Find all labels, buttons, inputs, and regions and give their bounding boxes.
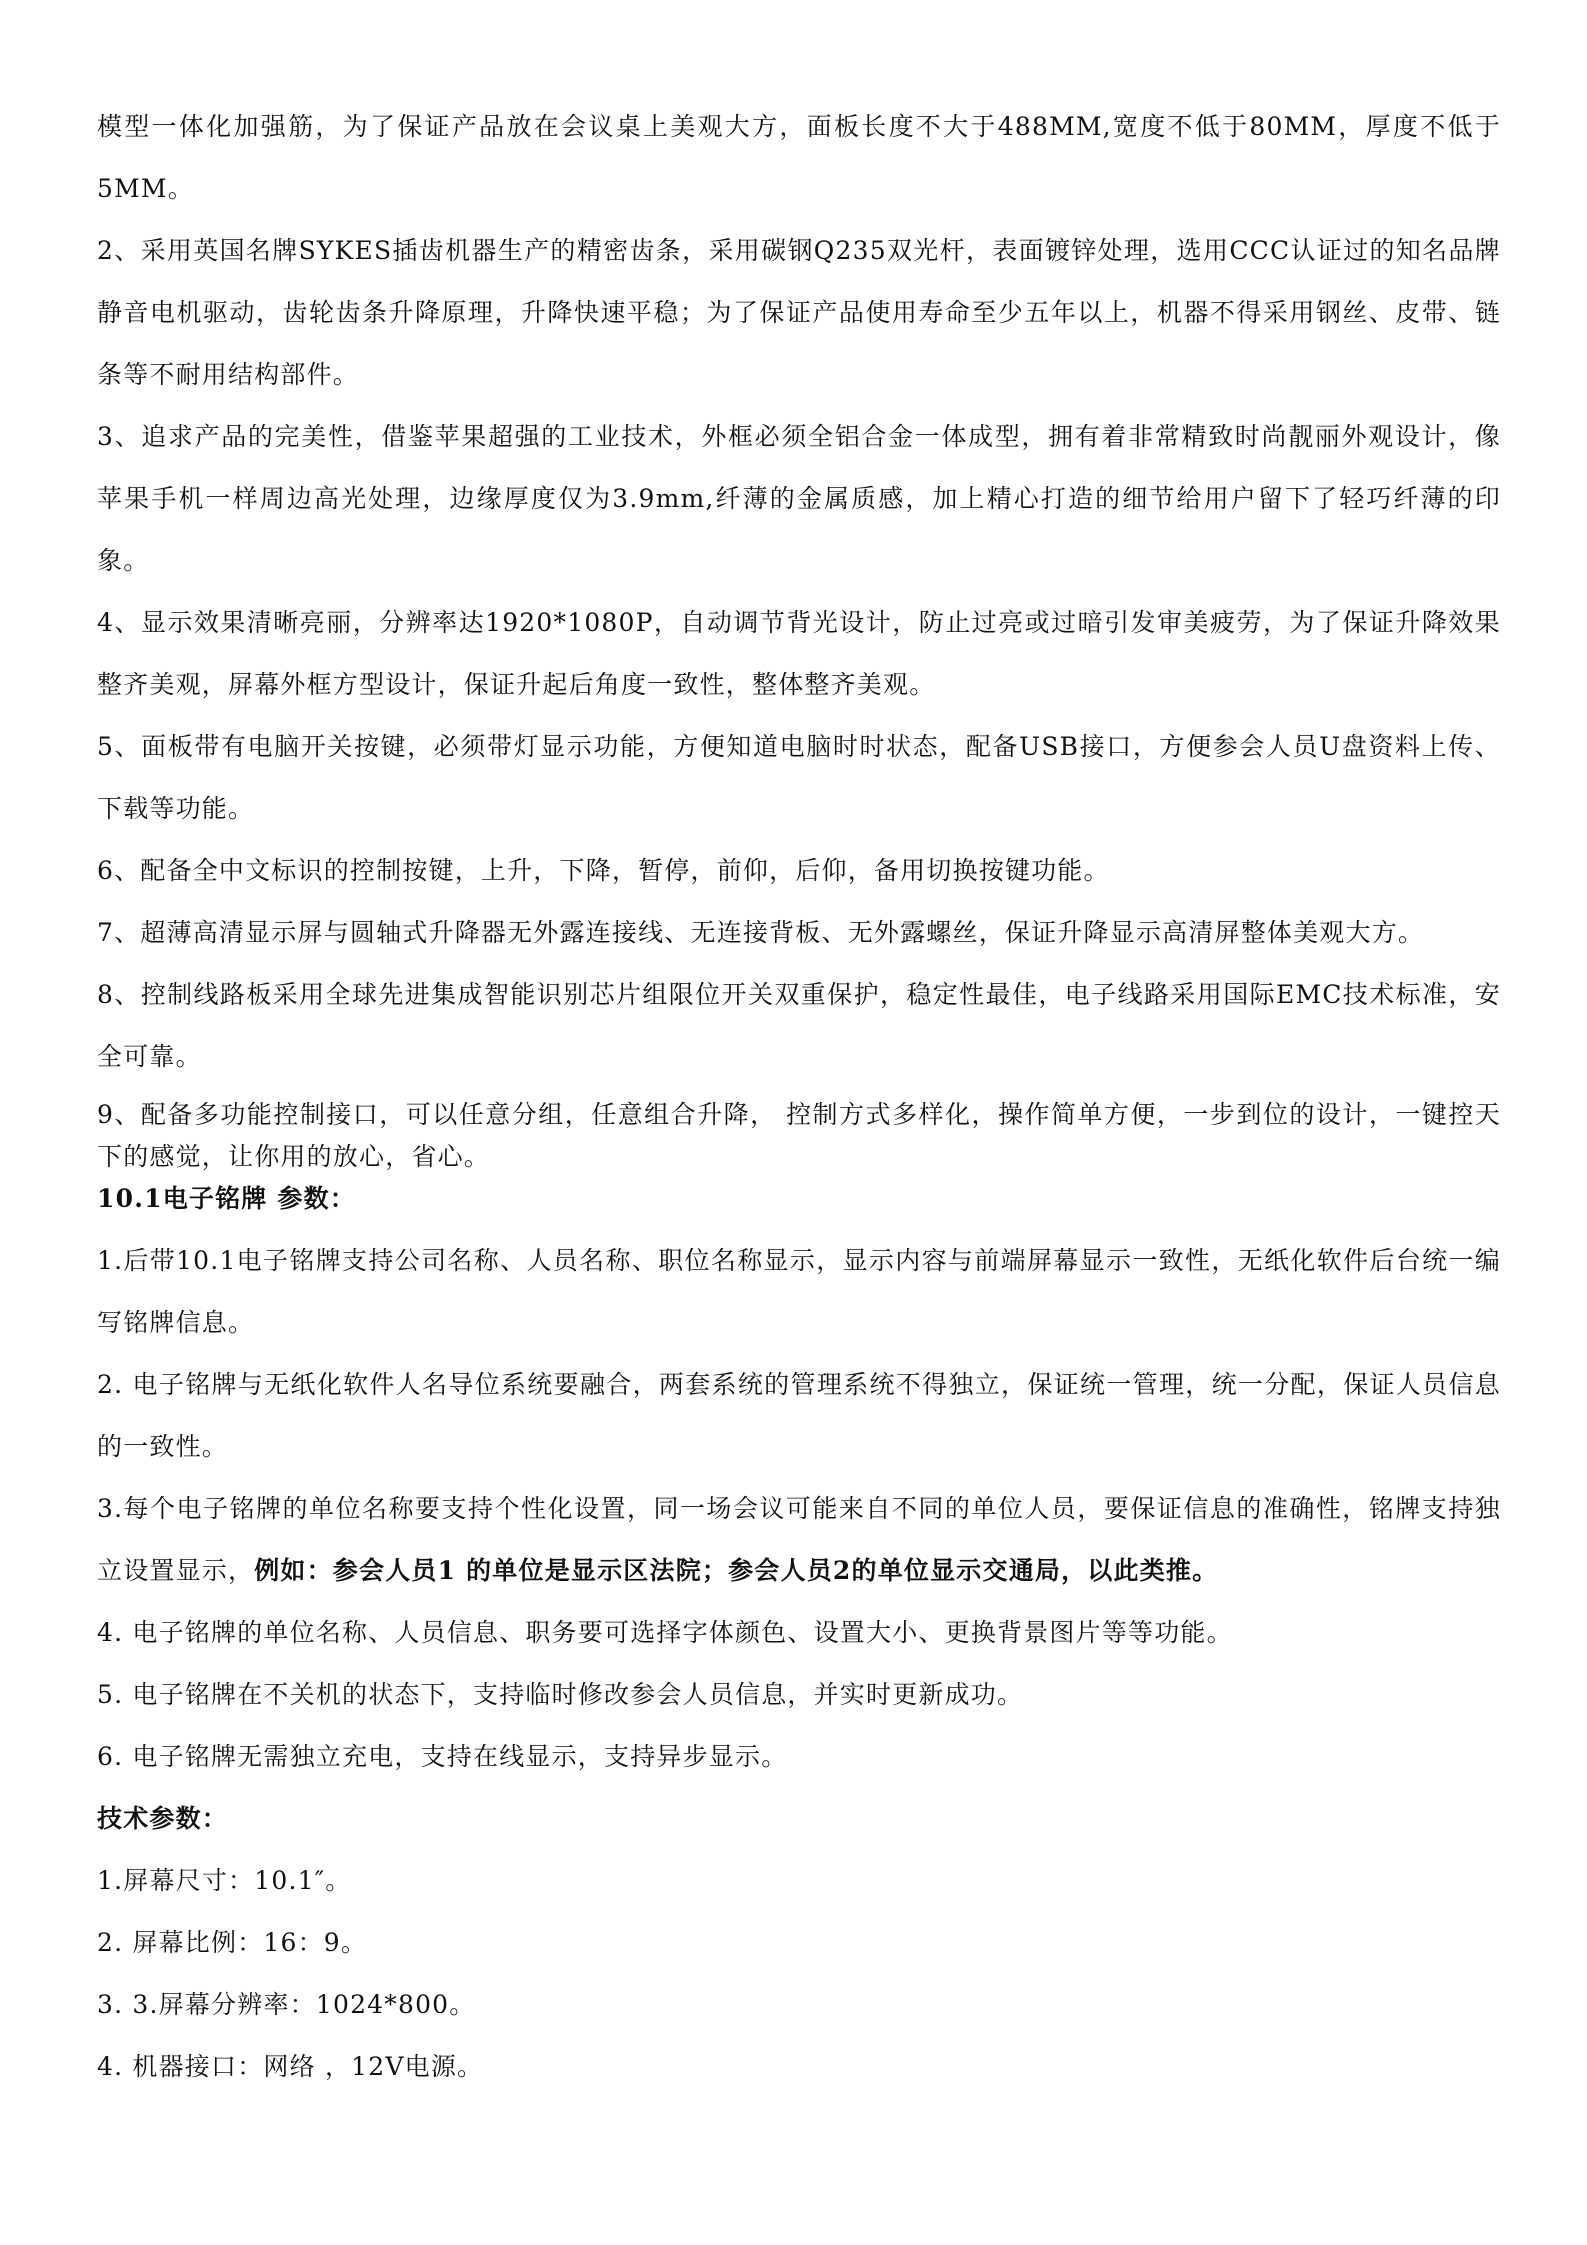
lift-item-5: 5、面板带有电脑开关按键，必须带灯显示功能，方便知道电脑时时状态，配备USB接口，方便参会人员U盘资料上传、下载等功能。 bbox=[97, 732, 1501, 823]
document-page bbox=[97, 96, 1501, 2098]
lift-item-2: 2、采用英国名牌SYKES插齿机器生产的精密齿条，采用碳钢Q235双光杆，表面镀锌处理，选用CCC认证过的知名品牌静音电机驱动，齿轮齿条升降原理，升降快速平稳；为了保证产品使用寿命至少五年以上，机器不得采用钢丝、皮带、链条等不耐用结构部件。 bbox=[97, 236, 1501, 389]
nameplate-item-5: 5. 电子铭牌在不关机的状态下，支持临时修改参会人员信息，并实时更新成功。 bbox=[97, 1680, 1024, 1709]
tech-section-heading: 技术参数： bbox=[97, 1804, 229, 1833]
tech-item-2: 2. 屏幕比例：16：9。 bbox=[97, 1928, 368, 1957]
lift-item-3: 3、追求产品的完美性，借鉴苹果超强的工业技术，外框必须全铝合金一体成型，拥有着非常精致时尚靓丽外观设计，像苹果手机一样周边高光处理，边缘厚度仅为3.9mm,纤薄的金属质感，加上精心打造的细节给用户留下了轻巧纤薄的印象。 bbox=[97, 422, 1501, 575]
lift-item-4: 4、显示效果清晰亮丽，分辨率达1920*1080P，自动调节背光设计，防止过亮或过暗引发审美疲劳，为了保证升降效果整齐美观，屏幕外框方型设计，保证升起后角度一致性，整体整齐美观。 bbox=[97, 608, 1501, 699]
nameplate-item-1: 1.后带10.1电子铭牌支持公司名称、人员名称、职位名称显示，显示内容与前端屏幕显示一致性，无纸化软件后台统一编写铭牌信息。 bbox=[97, 1246, 1501, 1337]
tech-item-3: 3. 3.屏幕分辨率：1024*800。 bbox=[97, 1990, 476, 2019]
lift-item-6: 6、配备全中文标识的控制按键，上升，下降，暂停，前仰，后仰，备用切换按键功能。 bbox=[97, 856, 1110, 885]
nameplate-section-heading: 10.1电子铭牌 参数： bbox=[97, 1184, 356, 1213]
nameplate-item-6: 6. 电子铭牌无需独立充电，支持在线显示，支持异步显示。 bbox=[97, 1742, 788, 1771]
nameplate-item-3-example: 例如：参会人员1 的单位是显示区法院；参会人员2的单位显示交通局，以此类推。 bbox=[254, 1556, 1219, 1585]
nameplate-item-3 bbox=[97, 1478, 1501, 1602]
tech-item-4: 4. 机器接口：网络 ，12V电源。 bbox=[97, 2052, 484, 2081]
nameplate-item-3-text: 3.每个电子铭牌的单位名称要支持个性化设置，同一场会议可能来自不同的单位人员，要保证信息的准确性，铭牌支持独立设置显示， bbox=[97, 1494, 1501, 1585]
lift-item-9: 9、配备多功能控制接口，可以任意分组，任意组合升降， 控制方式多样化，操作简单方便，一步到位的设计，一键控天下的感觉，让你用的放心，省心。 bbox=[97, 1100, 1501, 1171]
nameplate-item-4: 4. 电子铭牌的单位名称、人员信息、职务要可选择字体颜色、设置大小、更换背景图片等等功能。 bbox=[97, 1618, 1233, 1647]
nameplate-item-2: 2. 电子铭牌与无纸化软件人名导位系统要融合，两套系统的管理系统不得独立，保证统一管理，统一分配，保证人员信息的一致性。 bbox=[97, 1370, 1501, 1461]
tech-item-1: 1.屏幕尺寸：10.1″。 bbox=[97, 1866, 352, 1895]
lift-item-8: 8、控制线路板采用全球先进集成智能识别芯片组限位开关双重保护，稳定性最佳，电子线路采用国际EMC技术标准，安全可靠。 bbox=[97, 980, 1501, 1071]
lift-item-7: 7、超薄高清显示屏与圆轴式升降器无外露连接线、无连接背板、无外露螺丝，保证升降显示高清屏整体美观大方。 bbox=[97, 918, 1425, 947]
intro-paragraph: 模型一体化加强筋，为了保证产品放在会议桌上美观大方，面板长度不大于488MM,宽度不低于80MM，厚度不低于5MM。 bbox=[97, 112, 1501, 203]
